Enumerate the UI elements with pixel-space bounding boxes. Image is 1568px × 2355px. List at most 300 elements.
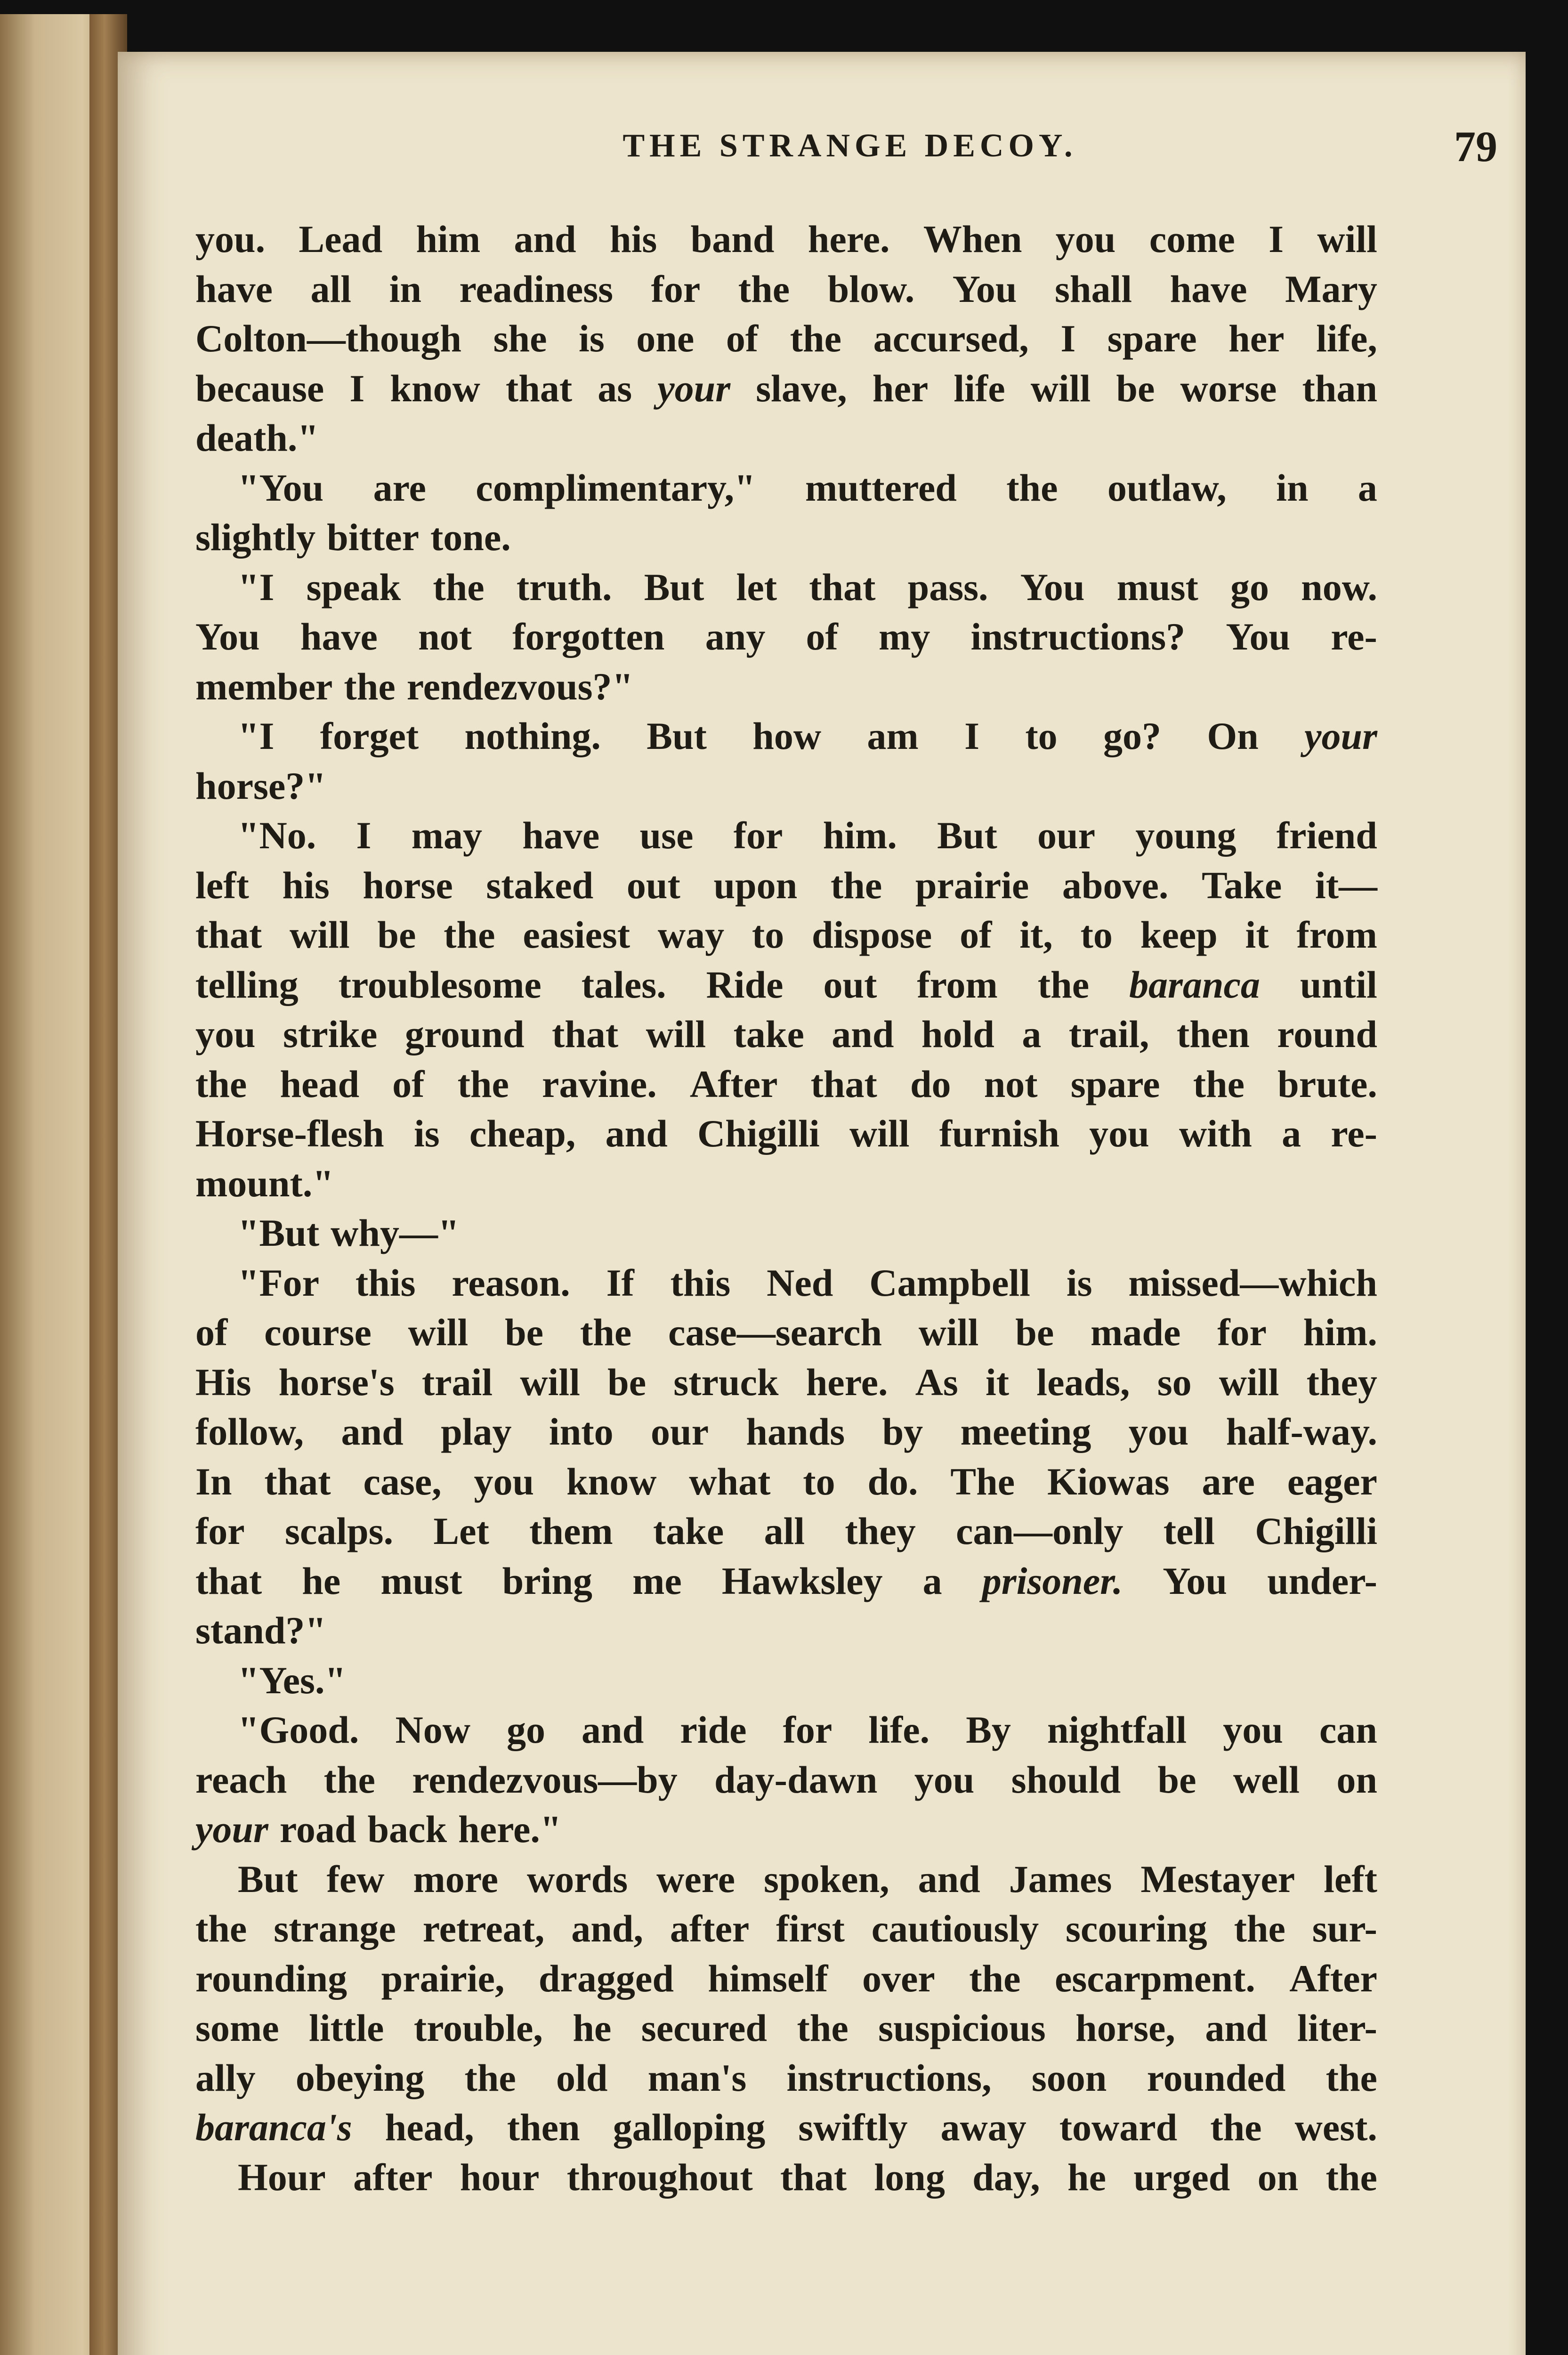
word: tone. xyxy=(430,516,511,559)
word: you xyxy=(914,1758,975,1801)
word: the xyxy=(1193,1062,1245,1105)
word: may xyxy=(411,814,483,857)
word: here." xyxy=(458,1808,562,1851)
word: life. xyxy=(868,1708,930,1751)
text-line xyxy=(195,2003,1377,2053)
word: as xyxy=(598,366,632,410)
word: after xyxy=(670,1907,750,1950)
word: follow, xyxy=(195,1410,304,1453)
word: he xyxy=(1067,2155,1107,2199)
word: scouring xyxy=(1066,1907,1207,1950)
body-text xyxy=(195,214,1377,2202)
word: the xyxy=(738,267,790,310)
word: go? xyxy=(1103,715,1161,757)
word: that xyxy=(780,2155,847,2199)
text-line xyxy=(195,861,1377,910)
word: Mary xyxy=(1285,267,1377,310)
word: will xyxy=(849,1112,910,1155)
word: I xyxy=(356,814,372,857)
word: Now xyxy=(395,1708,470,1751)
word: "But xyxy=(238,1211,320,1254)
word: trouble, xyxy=(413,2006,543,2049)
text-line xyxy=(195,214,1377,264)
word: are xyxy=(1202,1460,1255,1503)
word: some xyxy=(195,2006,279,2049)
word: come xyxy=(1149,218,1235,260)
word: On xyxy=(1207,715,1259,757)
word: the xyxy=(344,665,396,708)
text-line xyxy=(195,1457,1377,1507)
word: strange xyxy=(274,1907,396,1950)
word: furnish xyxy=(939,1112,1059,1155)
word: is xyxy=(414,1112,440,1155)
word: rendezvous—by xyxy=(412,1758,678,1801)
word: you xyxy=(195,1013,256,1056)
word: I xyxy=(349,366,365,410)
word: horse's xyxy=(278,1360,395,1404)
word: that xyxy=(810,1062,877,1105)
word: You xyxy=(1226,615,1291,658)
word: slightly xyxy=(195,516,316,559)
word: swiftly xyxy=(798,2106,908,2149)
word: and xyxy=(514,218,576,260)
word: But xyxy=(647,715,707,757)
word: of xyxy=(806,615,838,658)
word: and xyxy=(341,1410,404,1453)
word: to xyxy=(803,1460,835,1503)
word: them xyxy=(529,1510,613,1552)
text-line xyxy=(195,2053,1377,2103)
word: dragged xyxy=(538,1957,674,2000)
word: that xyxy=(264,1460,331,1503)
word: Lead xyxy=(299,218,383,260)
word: then xyxy=(1176,1013,1250,1056)
word: long xyxy=(874,2155,945,2199)
word: "Good. xyxy=(238,1708,359,1751)
word: struck xyxy=(673,1360,779,1404)
word: can—only xyxy=(956,1510,1123,1552)
word: the xyxy=(195,1062,247,1105)
word: muttered xyxy=(805,466,957,509)
word: the xyxy=(195,1907,247,1950)
word: cautiously xyxy=(871,1907,1039,1950)
word: truth. xyxy=(516,565,612,609)
word: You xyxy=(1020,565,1085,609)
word: You xyxy=(1163,1559,1228,1602)
word: rounding xyxy=(195,1957,348,2000)
word: your xyxy=(1304,715,1377,757)
word: soon xyxy=(1031,2056,1107,2099)
word: him. xyxy=(1303,1311,1377,1354)
word: she xyxy=(493,317,547,360)
text-line xyxy=(195,1854,1377,1904)
word: the xyxy=(797,2006,849,2049)
word: her xyxy=(872,366,929,410)
word: and xyxy=(918,1857,980,1900)
word: well xyxy=(1233,1758,1300,1801)
word: and, xyxy=(571,1907,644,1950)
word: himself xyxy=(708,1957,828,2000)
word: be xyxy=(1015,1311,1054,1354)
word: toward xyxy=(1059,2106,1178,2149)
word: after xyxy=(353,2155,433,2199)
word: him. xyxy=(823,814,897,857)
word: liter- xyxy=(1297,2006,1377,2049)
word: on xyxy=(1257,2155,1299,2199)
word: my xyxy=(879,615,930,658)
word: nothing. xyxy=(464,715,601,757)
text-line xyxy=(195,413,1377,463)
word: Hawksley xyxy=(721,1559,883,1602)
word: west. xyxy=(1294,2106,1377,2149)
word: the xyxy=(323,1758,375,1801)
word: reason. xyxy=(452,1261,570,1304)
word: for xyxy=(733,814,783,857)
word: escarpment. xyxy=(1055,1957,1255,2000)
word: should xyxy=(1011,1758,1121,1801)
word: Campbell xyxy=(869,1261,1030,1304)
word: round xyxy=(1277,1013,1377,1056)
word: for xyxy=(651,267,701,310)
word: His xyxy=(195,1360,251,1404)
text-line xyxy=(195,811,1377,861)
word: out xyxy=(823,963,877,1006)
word: bitter xyxy=(327,516,419,559)
word: from xyxy=(917,963,998,1006)
word: that xyxy=(195,1559,262,1602)
word: strike xyxy=(283,1013,378,1056)
word: for xyxy=(783,1708,832,1751)
word: he xyxy=(573,2006,612,2049)
word: missed—which xyxy=(1128,1261,1377,1304)
word: day, xyxy=(972,2155,1040,2199)
text-line xyxy=(195,2152,1377,2202)
word: have xyxy=(522,814,600,857)
word: the xyxy=(433,565,485,609)
word: the xyxy=(580,1311,632,1354)
word: will xyxy=(1219,1360,1279,1404)
word: If xyxy=(606,1261,634,1304)
word: be xyxy=(377,913,416,956)
word: be xyxy=(607,1360,647,1404)
word: Ride xyxy=(706,963,784,1006)
word: will xyxy=(408,1311,469,1354)
word: Horse-flesh xyxy=(195,1112,384,1155)
word: away xyxy=(940,2106,1026,2149)
word: be xyxy=(505,1311,544,1354)
word: because xyxy=(195,366,324,410)
text-line xyxy=(195,2103,1377,2152)
word: spare xyxy=(1070,1062,1160,1105)
word: half-way. xyxy=(1226,1410,1377,1453)
word: of xyxy=(195,1311,228,1354)
word: young xyxy=(1135,814,1237,857)
word: You xyxy=(195,615,260,658)
word: you xyxy=(1055,218,1116,260)
word: know xyxy=(390,366,480,410)
word: you xyxy=(1089,1112,1149,1155)
word: cheap, xyxy=(469,1112,576,1155)
word: play xyxy=(441,1410,512,1453)
text-line xyxy=(195,1556,1377,1606)
word: Chigilli xyxy=(697,1112,820,1155)
word: pass. xyxy=(907,565,988,609)
word: must xyxy=(380,1559,462,1602)
word: the xyxy=(1210,2106,1262,2149)
word: complimentary," xyxy=(476,466,756,509)
word: little xyxy=(309,2006,384,2049)
text-line xyxy=(195,1755,1377,1805)
word: to xyxy=(752,913,784,956)
word: "No. xyxy=(238,814,316,857)
word: do. xyxy=(867,1460,918,1503)
word: Colton—though xyxy=(195,317,462,360)
word: will xyxy=(1030,366,1091,410)
word: forget xyxy=(320,715,419,757)
word: over xyxy=(862,1957,935,2000)
word: head xyxy=(280,1062,360,1105)
word: death." xyxy=(195,416,319,459)
word: the xyxy=(790,317,842,360)
word: retreat, xyxy=(422,1907,545,1950)
word: left xyxy=(1324,1857,1377,1900)
word: bring xyxy=(502,1559,592,1602)
word: you. xyxy=(195,218,266,260)
word: baranca xyxy=(1129,963,1260,1006)
word: your xyxy=(657,366,731,410)
word: let xyxy=(736,565,777,609)
word: words xyxy=(527,1857,628,1900)
word: that xyxy=(195,913,262,956)
word: When xyxy=(923,218,1022,260)
word: they xyxy=(1306,1360,1377,1404)
text-line xyxy=(195,1506,1377,1556)
word: her xyxy=(1229,317,1285,360)
text-line xyxy=(195,314,1377,364)
word: horse xyxy=(363,863,453,907)
word: a xyxy=(1022,1013,1042,1056)
word: here. xyxy=(806,1360,888,1404)
word: and xyxy=(1205,2006,1268,2049)
word: any xyxy=(705,615,766,658)
word: made xyxy=(1091,1311,1181,1354)
word: reach xyxy=(195,1758,287,1801)
word: back xyxy=(367,1808,447,1851)
word: accursed, xyxy=(873,317,1029,360)
word: spoken, xyxy=(764,1857,889,1900)
word: be xyxy=(1157,1758,1196,1801)
word: case, xyxy=(363,1460,442,1503)
word: old xyxy=(556,2056,608,2099)
word: all xyxy=(310,267,352,310)
word: here. xyxy=(808,218,890,260)
word: baranca's xyxy=(195,2106,352,2149)
word: the xyxy=(1326,2155,1377,2199)
text-line xyxy=(195,1009,1377,1059)
word: in xyxy=(389,267,421,310)
word: for xyxy=(195,1510,245,1552)
word: this xyxy=(670,1261,731,1304)
word: tales. xyxy=(581,963,666,1006)
word: then xyxy=(507,2106,580,2149)
word: the xyxy=(969,1957,1021,2000)
text-line xyxy=(195,761,1377,811)
word: to xyxy=(1080,913,1113,956)
word: than xyxy=(1302,366,1377,410)
word: Hour xyxy=(238,2155,326,2199)
text-line xyxy=(195,1109,1377,1159)
word: will xyxy=(646,1013,706,1056)
word: your xyxy=(195,1808,268,1851)
word: slave, xyxy=(756,366,847,410)
word: "You xyxy=(238,466,324,509)
text-line xyxy=(195,1656,1377,1705)
word: are xyxy=(373,466,426,509)
word: tell xyxy=(1163,1510,1215,1552)
word: a xyxy=(922,1559,942,1602)
word: left xyxy=(195,863,249,907)
word: instructions? xyxy=(970,615,1186,658)
word: the xyxy=(1234,1907,1285,1950)
word: will xyxy=(1317,218,1377,260)
word: you xyxy=(1128,1410,1189,1453)
word: readiness xyxy=(459,267,614,310)
word: his xyxy=(282,863,330,907)
word: shall xyxy=(1054,267,1132,310)
word: Mestayer xyxy=(1140,1857,1295,1900)
word: go xyxy=(1230,565,1269,609)
word: ground xyxy=(404,1013,525,1056)
word: that xyxy=(551,1013,619,1056)
word: But xyxy=(937,814,997,857)
text-line xyxy=(195,264,1377,314)
word: him xyxy=(416,218,481,260)
word: blow. xyxy=(827,267,915,310)
word: do xyxy=(910,1062,951,1105)
word: nightfall xyxy=(1047,1708,1187,1751)
word: so xyxy=(1157,1360,1192,1404)
word: not xyxy=(418,615,472,658)
page-number: 79 xyxy=(1454,122,1497,171)
word: in xyxy=(1276,466,1309,509)
word: leads, xyxy=(1036,1360,1130,1404)
running-head: THE STRANGE DECOY. xyxy=(622,128,1077,164)
text-line xyxy=(195,1208,1377,1258)
word: re- xyxy=(1331,1112,1377,1155)
word: hands xyxy=(746,1410,845,1453)
word: You xyxy=(952,267,1017,310)
word: case—search xyxy=(668,1311,882,1354)
word: his xyxy=(609,218,657,260)
word: not xyxy=(984,1062,1038,1105)
word: After xyxy=(1289,1957,1377,2000)
word: outlaw, xyxy=(1107,466,1227,509)
text-line xyxy=(195,1954,1377,2004)
word: ride xyxy=(680,1708,747,1751)
word: But xyxy=(238,1857,298,1900)
word: prairie, xyxy=(381,1957,505,2000)
word: that xyxy=(809,565,876,609)
word: After xyxy=(689,1062,778,1105)
word: secured xyxy=(641,2006,768,2049)
text-line xyxy=(195,364,1377,414)
text-line xyxy=(195,1059,1377,1109)
word: take xyxy=(653,1510,724,1552)
word: why—" xyxy=(331,1211,460,1254)
word: troublesome xyxy=(338,963,542,1006)
word: from xyxy=(1296,913,1377,956)
word: were xyxy=(656,1857,736,1900)
text-line xyxy=(195,612,1377,662)
word: to xyxy=(1025,715,1058,757)
word: Take xyxy=(1202,863,1282,907)
word: a xyxy=(1358,466,1377,509)
word: will xyxy=(918,1311,979,1354)
word: now. xyxy=(1301,565,1377,609)
word: the xyxy=(1037,963,1090,1006)
word: the xyxy=(457,1062,509,1105)
text-line xyxy=(195,1258,1377,1308)
word: worse xyxy=(1180,366,1277,410)
word: eager xyxy=(1287,1460,1377,1503)
word: one xyxy=(636,317,695,360)
word: throughout xyxy=(566,2155,753,2199)
word: our xyxy=(651,1410,709,1453)
word: the xyxy=(444,913,495,956)
word: speak xyxy=(306,565,401,609)
word: above. xyxy=(1062,863,1169,907)
word: the xyxy=(1006,466,1058,509)
word: Ned xyxy=(767,1261,833,1304)
word: head, xyxy=(385,2106,474,2149)
word: by xyxy=(882,1410,923,1453)
word: few xyxy=(326,1857,385,1900)
word: rounded xyxy=(1147,2056,1286,2099)
word: easiest xyxy=(523,913,630,956)
word: trail, xyxy=(1068,1013,1149,1056)
word: use xyxy=(639,814,694,857)
word: will xyxy=(290,913,350,956)
word: telling xyxy=(195,963,299,1006)
word: man's xyxy=(647,2056,747,2099)
word: upon xyxy=(713,863,798,907)
word: of xyxy=(726,317,759,360)
text-line xyxy=(195,1159,1377,1209)
word: must xyxy=(1116,565,1198,609)
word: rendezvous?" xyxy=(406,665,634,708)
word: is xyxy=(579,317,605,360)
word: galloping xyxy=(613,2106,766,2149)
word: In xyxy=(195,1460,232,1503)
book-page xyxy=(118,52,1526,2355)
word: "For xyxy=(238,1261,320,1304)
word: By xyxy=(966,1708,1011,1751)
word: that xyxy=(505,366,573,410)
word: ally xyxy=(195,2056,256,2099)
word: the xyxy=(464,2056,516,2099)
word: brute. xyxy=(1277,1062,1377,1105)
word: urged xyxy=(1133,2155,1230,2199)
word: horse, xyxy=(1075,2006,1175,2049)
word: instructions, xyxy=(786,2056,992,2099)
text-line xyxy=(195,463,1377,513)
word: it, xyxy=(1019,913,1053,956)
word: sur- xyxy=(1312,1907,1377,1950)
text-line xyxy=(195,1606,1377,1656)
word: and xyxy=(582,1708,644,1751)
text-line xyxy=(195,910,1377,960)
text-line xyxy=(195,562,1377,612)
